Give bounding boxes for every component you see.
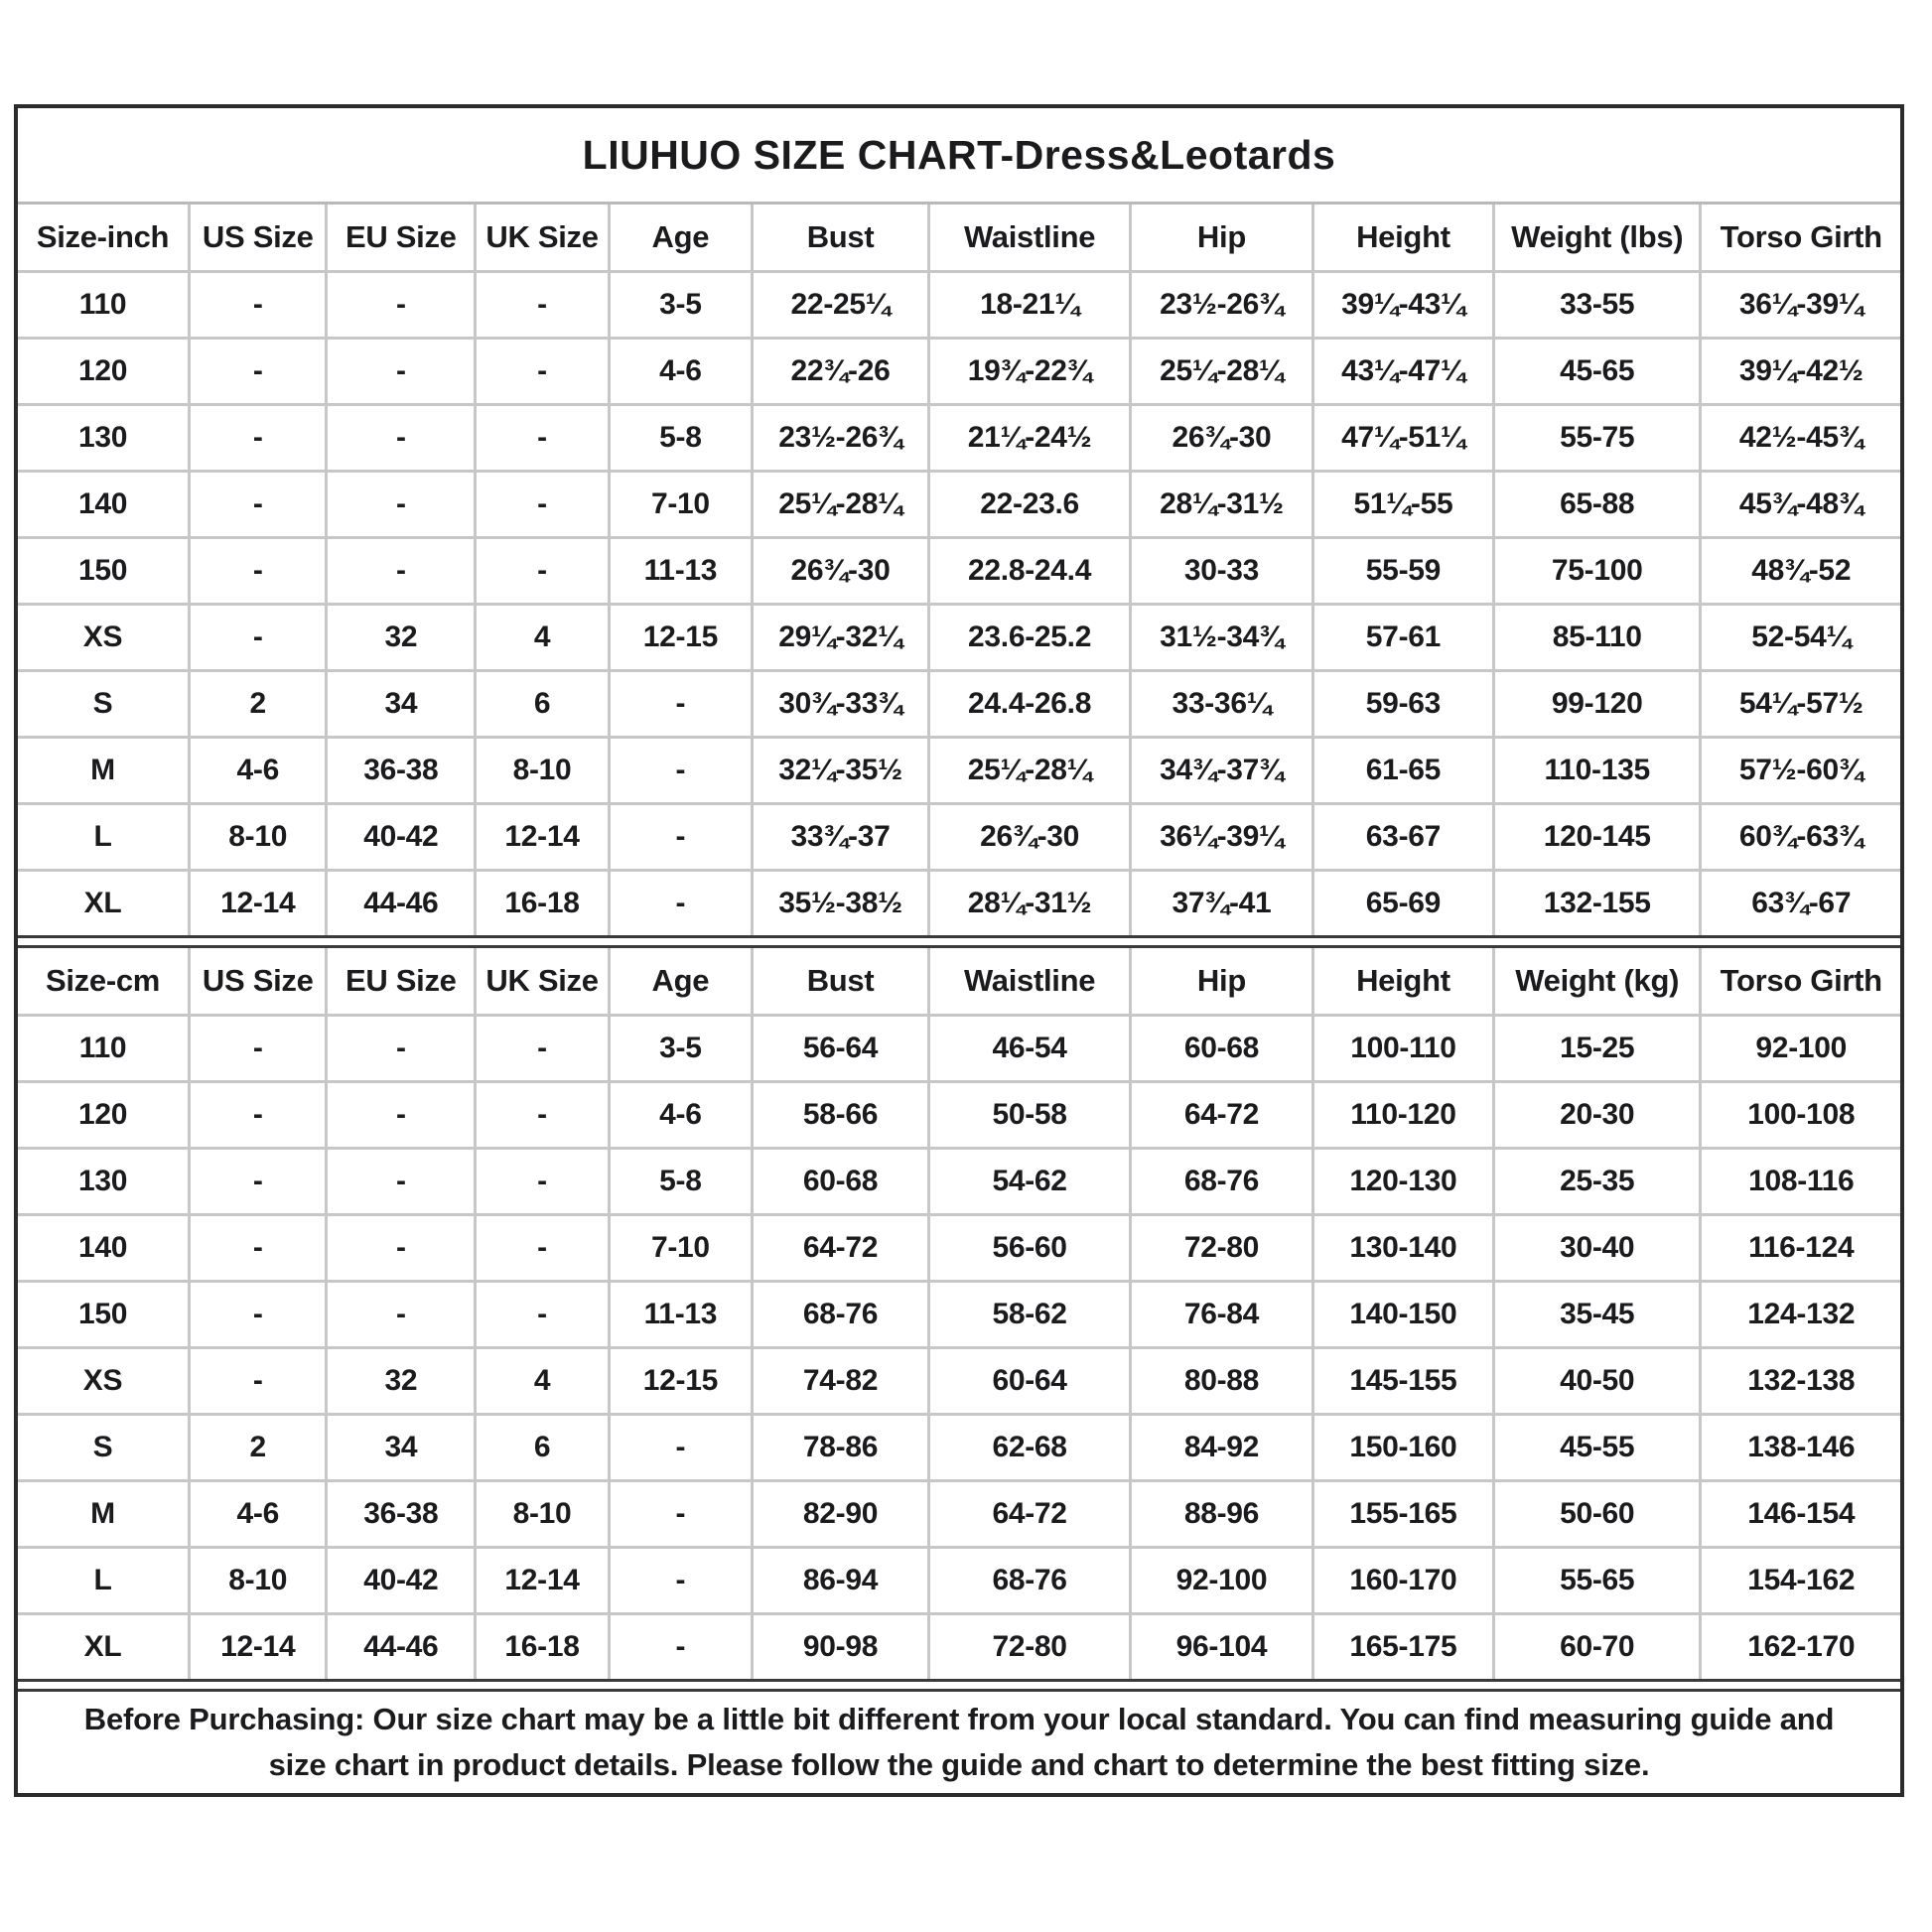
table-cell: 4-6 (609, 339, 752, 405)
table-cell: 55-75 (1493, 405, 1701, 472)
table-cell: 58-62 (929, 1282, 1131, 1348)
table-cell: 23½-26¾ (1131, 272, 1313, 339)
table-cell: 4-6 (190, 1481, 327, 1548)
table-cell: 36-38 (327, 1481, 476, 1548)
column-header: UK Size (476, 205, 610, 272)
table-cell: 25¼-28¼ (1131, 339, 1313, 405)
table-cell: 7-10 (609, 472, 752, 538)
table-cell: 15-25 (1493, 1016, 1701, 1082)
table-cell: 78-86 (752, 1415, 928, 1481)
table-row (18, 339, 1900, 405)
table-cell: 110 (18, 272, 190, 339)
header-row (18, 205, 1900, 272)
table-cell: - (476, 538, 610, 605)
table-cell: 116-124 (1701, 1215, 1900, 1282)
table-cell: - (327, 272, 476, 339)
table-cell: 56-60 (929, 1215, 1131, 1282)
table-cell: 12-15 (609, 1348, 752, 1415)
table-row (18, 538, 1900, 605)
column-header: Bust (752, 205, 928, 272)
table-cell: 140 (18, 1215, 190, 1282)
table-cell: 120-145 (1493, 804, 1701, 871)
table-cell: 5-8 (609, 405, 752, 472)
table-cell: 108-116 (1701, 1149, 1900, 1215)
table-cell: - (327, 472, 476, 538)
table-cell: 26¾-30 (752, 538, 928, 605)
table-cell: 60¾-63¾ (1701, 804, 1900, 871)
table-cell: - (190, 1282, 327, 1348)
column-header: Hip (1131, 205, 1313, 272)
table-row (18, 605, 1900, 671)
table-cell: 76-84 (1131, 1282, 1313, 1348)
table-row (18, 1614, 1900, 1680)
table-cell: 22-23.6 (929, 472, 1131, 538)
table-row (18, 671, 1900, 738)
table-cell: - (190, 605, 327, 671)
table-cell: 36¼-39¼ (1131, 804, 1313, 871)
table-cell: 60-64 (929, 1348, 1131, 1415)
table-cell: 4 (476, 605, 610, 671)
table-cell: 12-14 (476, 1548, 610, 1614)
table-cell: 120-130 (1312, 1149, 1493, 1215)
column-header: EU Size (327, 205, 476, 272)
size-chart-panel (14, 104, 1904, 1797)
table-cell: 45-65 (1493, 339, 1701, 405)
table-cell: 2 (190, 1415, 327, 1481)
table-row (18, 1215, 1900, 1282)
table-cell: 23½-26¾ (752, 405, 928, 472)
table-cell: 65-88 (1493, 472, 1701, 538)
table-cell: 57-61 (1312, 605, 1493, 671)
table-row (18, 1282, 1900, 1348)
table-cell: 30¾-33¾ (752, 671, 928, 738)
table-cell: 65-69 (1312, 871, 1493, 936)
table-cell: 124-132 (1701, 1282, 1900, 1348)
column-header: Height (1312, 948, 1493, 1016)
table-cell: 32 (327, 605, 476, 671)
table-cell: 88-96 (1131, 1481, 1313, 1548)
table-cell: 57½-60¾ (1701, 738, 1900, 804)
table-cell: 32 (327, 1348, 476, 1415)
table-cell: 16-18 (476, 871, 610, 936)
table-cell: 46-54 (929, 1016, 1131, 1082)
table-cell: 6 (476, 1415, 610, 1481)
table-cell: 55-65 (1493, 1548, 1701, 1614)
table-cell: 60-68 (1131, 1016, 1313, 1082)
table-cell: 68-76 (929, 1548, 1131, 1614)
table-row (18, 272, 1900, 339)
table-cell: 130 (18, 1149, 190, 1215)
table-cell: 30-40 (1493, 1215, 1701, 1282)
table-cell: 12-14 (190, 871, 327, 936)
table-cell: 140 (18, 472, 190, 538)
table-cell: 21¼-24½ (929, 405, 1131, 472)
table-cell: XS (18, 605, 190, 671)
table-row (18, 1415, 1900, 1481)
table-row (18, 1548, 1900, 1614)
table-cell: - (476, 339, 610, 405)
table-cell: - (190, 1348, 327, 1415)
table-cell: - (327, 1149, 476, 1215)
table-cell: 42½-45¾ (1701, 405, 1900, 472)
table-cell: 120 (18, 339, 190, 405)
table-cell: 16-18 (476, 1614, 610, 1680)
table-cell: - (476, 1282, 610, 1348)
table-cell: 40-50 (1493, 1348, 1701, 1415)
table-cell: 30-33 (1131, 538, 1313, 605)
size-chart-inch-table (18, 205, 1900, 935)
table-cell: 68-76 (752, 1282, 928, 1348)
table-cell: - (327, 538, 476, 605)
table-cell: 28¼-31½ (929, 871, 1131, 936)
table-cell: 132-155 (1493, 871, 1701, 936)
table-cell: 2 (190, 671, 327, 738)
table-cell: 110-120 (1312, 1082, 1493, 1149)
table-cell: 140-150 (1312, 1282, 1493, 1348)
table-cell: - (476, 1016, 610, 1082)
table-cell: 3-5 (609, 272, 752, 339)
table-row (18, 1082, 1900, 1149)
table-row (18, 804, 1900, 871)
table-cell: 165-175 (1312, 1614, 1493, 1680)
table-cell: 45-55 (1493, 1415, 1701, 1481)
table-cell: 52-54¼ (1701, 605, 1900, 671)
table-cell: XL (18, 1614, 190, 1680)
table-cell: 59-63 (1312, 671, 1493, 738)
table-cell: 35-45 (1493, 1282, 1701, 1348)
table-cell: 110-135 (1493, 738, 1701, 804)
note-line-2: size chart in product details. Please follow the guide and chart to determine the best fitting size. (268, 1747, 1650, 1782)
table-cell: 40-42 (327, 1548, 476, 1614)
table-cell: 25¼-28¼ (752, 472, 928, 538)
table-cell: 72-80 (929, 1614, 1131, 1680)
table-cell: 130 (18, 405, 190, 472)
table-cell: - (190, 405, 327, 472)
table-cell: 145-155 (1312, 1348, 1493, 1415)
table-cell: 55-59 (1312, 538, 1493, 605)
table-cell: - (190, 1082, 327, 1149)
table-cell: - (327, 1282, 476, 1348)
table-cell: - (609, 671, 752, 738)
table-cell: 34 (327, 671, 476, 738)
table-cell: 92-100 (1701, 1016, 1900, 1082)
column-header: UK Size (476, 948, 610, 1016)
column-header: EU Size (327, 948, 476, 1016)
table-cell: 50-58 (929, 1082, 1131, 1149)
table-cell: 25-35 (1493, 1149, 1701, 1215)
table-cell: 24.4-26.8 (929, 671, 1131, 738)
table-cell: 11-13 (609, 538, 752, 605)
table-cell: 8-10 (476, 1481, 610, 1548)
header-row (18, 948, 1900, 1016)
table-cell: 33-36¼ (1131, 671, 1313, 738)
table-cell: - (476, 405, 610, 472)
table-cell: 5-8 (609, 1149, 752, 1215)
table-cell: - (190, 339, 327, 405)
table-cell: - (327, 1016, 476, 1082)
table-cell: 154-162 (1701, 1548, 1900, 1614)
table-cell: XS (18, 1348, 190, 1415)
table-cell: 92-100 (1131, 1548, 1313, 1614)
table-cell: - (609, 1481, 752, 1548)
table-cell: 84-92 (1131, 1415, 1313, 1481)
table-cell: 72-80 (1131, 1215, 1313, 1282)
table-cell: 80-88 (1131, 1348, 1313, 1415)
table-row (18, 1481, 1900, 1548)
column-header: Age (609, 205, 752, 272)
table-cell: 74-82 (752, 1348, 928, 1415)
table-cell: 37¾-41 (1131, 871, 1313, 936)
table-cell: 64-72 (1131, 1082, 1313, 1149)
table-cell: 110 (18, 1016, 190, 1082)
table-cell: 7-10 (609, 1215, 752, 1282)
table-cell: 150 (18, 538, 190, 605)
table-cell: XL (18, 871, 190, 936)
table-cell: 64-72 (752, 1215, 928, 1282)
table-cell: 99-120 (1493, 671, 1701, 738)
table-cell: - (609, 1415, 752, 1481)
table-cell: - (476, 1082, 610, 1149)
table-cell: 33¾-37 (752, 804, 928, 871)
table-cell: 150-160 (1312, 1415, 1493, 1481)
table-cell: 64-72 (929, 1481, 1131, 1548)
table-row (18, 1016, 1900, 1082)
table-cell: 63-67 (1312, 804, 1493, 871)
table-row (18, 871, 1900, 936)
table-cell: 85-110 (1493, 605, 1701, 671)
table-cell: 162-170 (1701, 1614, 1900, 1680)
table-cell: 56-64 (752, 1016, 928, 1082)
table-cell: 11-13 (609, 1282, 752, 1348)
table-cell: 40-42 (327, 804, 476, 871)
column-header: US Size (190, 948, 327, 1016)
table-cell: - (609, 1548, 752, 1614)
table-cell: 146-154 (1701, 1481, 1900, 1548)
table-cell: 75-100 (1493, 538, 1701, 605)
table-cell: - (327, 405, 476, 472)
column-header: Weight (lbs) (1493, 205, 1701, 272)
column-header: Size-cm (18, 948, 190, 1016)
table-cell: 68-76 (1131, 1149, 1313, 1215)
size-chart-cm-table (18, 948, 1900, 1679)
table-cell: - (476, 272, 610, 339)
table-cell: 32¼-35½ (752, 738, 928, 804)
table-cell: - (190, 472, 327, 538)
table-cell: L (18, 1548, 190, 1614)
table-cell: 160-170 (1312, 1548, 1493, 1614)
table-cell: 54-62 (929, 1149, 1131, 1215)
table-cell: 130-140 (1312, 1215, 1493, 1282)
table-cell: 51¼-55 (1312, 472, 1493, 538)
table-cell: 96-104 (1131, 1614, 1313, 1680)
table-cell: - (476, 1215, 610, 1282)
table-cell: 31½-34¾ (1131, 605, 1313, 671)
table-cell: 100-110 (1312, 1016, 1493, 1082)
table-cell: 39¼-42½ (1701, 339, 1900, 405)
table-cell: S (18, 1415, 190, 1481)
table-cell: 132-138 (1701, 1348, 1900, 1415)
table-row (18, 1348, 1900, 1415)
table-row (18, 405, 1900, 472)
column-header: Waistline (929, 205, 1131, 272)
table-cell: 61-65 (1312, 738, 1493, 804)
table-cell: 33-55 (1493, 272, 1701, 339)
section-divider (18, 1679, 1900, 1692)
table-cell: - (327, 339, 476, 405)
table-cell: 44-46 (327, 1614, 476, 1680)
table-cell: - (190, 1016, 327, 1082)
table-cell: 120 (18, 1082, 190, 1149)
table-cell: 28¼-31½ (1131, 472, 1313, 538)
table-cell: 22-25¼ (752, 272, 928, 339)
table-cell: 34 (327, 1415, 476, 1481)
table-cell: 44-46 (327, 871, 476, 936)
table-cell: 26¾-30 (929, 804, 1131, 871)
column-header: Torso Girth (1701, 948, 1900, 1016)
column-header: Size-inch (18, 205, 190, 272)
table-cell: - (476, 1149, 610, 1215)
table-cell: 48¾-52 (1701, 538, 1900, 605)
table-cell: - (609, 738, 752, 804)
table-cell: - (476, 472, 610, 538)
table-cell: 12-15 (609, 605, 752, 671)
table-cell: 4-6 (190, 738, 327, 804)
before-purchasing-note (18, 1692, 1900, 1793)
table-cell: 19¾-22¾ (929, 339, 1131, 405)
section-divider (18, 935, 1900, 948)
table-cell: 3-5 (609, 1016, 752, 1082)
table-cell: 26¾-30 (1131, 405, 1313, 472)
table-cell: 45¾-48¾ (1701, 472, 1900, 538)
table-cell: 63¾-67 (1701, 871, 1900, 936)
table-cell: 20-30 (1493, 1082, 1701, 1149)
table-cell: 62-68 (929, 1415, 1131, 1481)
table-cell: 58-66 (752, 1082, 928, 1149)
table-row (18, 1149, 1900, 1215)
table-cell: 29¼-32¼ (752, 605, 928, 671)
table-cell: - (609, 1614, 752, 1680)
page-title: LIUHUO SIZE CHART-Dress&Leotards (582, 131, 1336, 178)
table-cell: 150 (18, 1282, 190, 1348)
table-cell: L (18, 804, 190, 871)
table-cell: 6 (476, 671, 610, 738)
table-cell: - (609, 871, 752, 936)
note-line-1: Before Purchasing: Our size chart may be a little bit different from your local standard. You can find measuring guide and (83, 1701, 1835, 1736)
column-header: Torso Girth (1701, 205, 1900, 272)
title-section (18, 108, 1900, 205)
table-cell: 23.6-25.2 (929, 605, 1131, 671)
table-cell: 22¾-26 (752, 339, 928, 405)
table-cell: 4 (476, 1348, 610, 1415)
table-cell: 4-6 (609, 1082, 752, 1149)
table-cell: 54¼-57½ (1701, 671, 1900, 738)
table-cell: 90-98 (752, 1614, 928, 1680)
column-header: Weight (kg) (1493, 948, 1701, 1016)
table-cell: 12-14 (476, 804, 610, 871)
table-row (18, 472, 1900, 538)
column-header: Hip (1131, 948, 1313, 1016)
table-cell: 43¼-47¼ (1312, 339, 1493, 405)
table-cell: - (190, 1149, 327, 1215)
table-cell: 50-60 (1493, 1481, 1701, 1548)
table-cell: 8-10 (476, 738, 610, 804)
table-cell: 35½-38½ (752, 871, 928, 936)
column-header: Age (609, 948, 752, 1016)
table-cell: 8-10 (190, 804, 327, 871)
table-cell: - (190, 272, 327, 339)
table-cell: 18-21¼ (929, 272, 1131, 339)
table-cell: 36¼-39¼ (1701, 272, 1900, 339)
table-cell: 155-165 (1312, 1481, 1493, 1548)
table-cell: 60-68 (752, 1149, 928, 1215)
table-cell: 82-90 (752, 1481, 928, 1548)
column-header: Bust (752, 948, 928, 1016)
table-cell: 12-14 (190, 1614, 327, 1680)
table-cell: - (327, 1215, 476, 1282)
table-cell: - (190, 538, 327, 605)
table-cell: S (18, 671, 190, 738)
table-cell: - (190, 1215, 327, 1282)
table-cell: 100-108 (1701, 1082, 1900, 1149)
table-cell: 39¼-43¼ (1312, 272, 1493, 339)
column-header: US Size (190, 205, 327, 272)
table-cell: - (327, 1082, 476, 1149)
table-cell: 60-70 (1493, 1614, 1701, 1680)
table-cell: M (18, 738, 190, 804)
column-header: Height (1312, 205, 1493, 272)
table-cell: 8-10 (190, 1548, 327, 1614)
column-header: Waistline (929, 948, 1131, 1016)
table-row (18, 738, 1900, 804)
table-cell: 86-94 (752, 1548, 928, 1614)
table-cell: M (18, 1481, 190, 1548)
table-cell: 25¼-28¼ (929, 738, 1131, 804)
table-cell: 22.8-24.4 (929, 538, 1131, 605)
table-cell: - (609, 804, 752, 871)
table-cell: 138-146 (1701, 1415, 1900, 1481)
table-cell: 34¾-37¾ (1131, 738, 1313, 804)
table-cell: 36-38 (327, 738, 476, 804)
table-cell: 47¼-51¼ (1312, 405, 1493, 472)
